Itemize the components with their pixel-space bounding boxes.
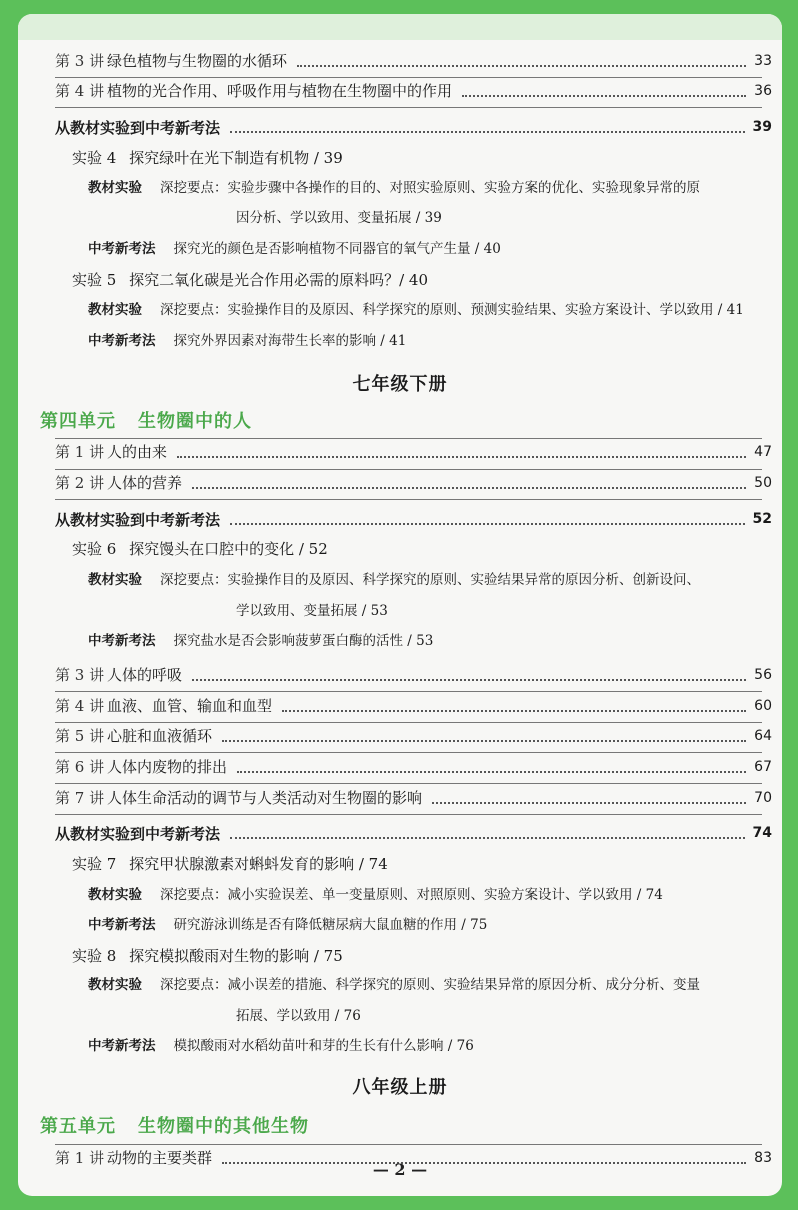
leader-dots <box>230 129 745 133</box>
grade-heading: 八年级上册 <box>352 1077 448 1098</box>
textbook-experiment-continuation <box>88 1002 768 1030</box>
divider <box>55 752 762 753</box>
lecture-title: 人体内废物的排出 <box>107 758 228 776</box>
page-number: 83 <box>754 1150 772 1166</box>
textbook-experiment-continuation <box>88 204 768 232</box>
leader-dots <box>192 485 746 489</box>
page-number: 70 <box>754 790 772 806</box>
lecture-title: 绿色植物与生物圈的水循环 <box>107 52 288 70</box>
toc-experiment-entry[interactable] <box>72 853 782 875</box>
textbook-experiment-label: 教材实验 <box>88 572 142 588</box>
divider <box>55 1144 762 1145</box>
exam-method-label: 中考新考法 <box>88 241 156 257</box>
leader-dots <box>237 769 746 773</box>
divider <box>55 691 762 692</box>
unit-title: 生物圈中的人 <box>138 411 252 432</box>
lecture-number: 第 7 讲 <box>55 789 105 807</box>
leader-dots <box>432 800 746 804</box>
exam-method-label: 中考新考法 <box>88 1038 156 1054</box>
textbook-experiment-entry[interactable] <box>88 881 768 909</box>
toc-lecture-entry[interactable] <box>55 80 772 102</box>
toc-lecture-entry[interactable] <box>55 787 772 809</box>
divider <box>55 469 762 470</box>
lecture-number: 第 6 讲 <box>55 758 105 776</box>
textbook-experiment-entry[interactable] <box>88 296 768 324</box>
entry-text: 研究游泳训练是否有降低糖尿病大鼠血糖的作用 / 75 <box>173 917 488 933</box>
textbook-experiment-entry[interactable] <box>88 174 768 202</box>
entry-text: 探究光的颜色是否影响植物不同器官的氧气产生量 / 40 <box>173 241 501 257</box>
section-title: 从教材实验到中考新考法 <box>55 118 221 137</box>
page-number: 56 <box>754 667 772 683</box>
exam-method-entry[interactable] <box>88 1032 768 1060</box>
entry-text: 深挖要点：实验操作目的及原因、科学探究的原则、实验结果异常的原因分析、创新设问、 <box>160 572 700 588</box>
lecture-number: 第 4 讲 <box>55 697 105 715</box>
textbook-experiment-label: 教材实验 <box>88 302 142 318</box>
exam-method-entry[interactable] <box>88 235 768 263</box>
toc-experiment-entry[interactable] <box>72 269 782 291</box>
page-number: 67 <box>754 759 772 775</box>
leader-dots <box>297 63 746 67</box>
leader-dots <box>222 738 746 742</box>
exam-method-entry[interactable] <box>88 627 768 655</box>
toc-section-heading[interactable] <box>55 822 772 844</box>
lecture-title: 人体的呼吸 <box>107 666 183 684</box>
page-number: 74 <box>752 825 772 841</box>
page-number: 33 <box>754 53 772 69</box>
divider <box>55 107 762 108</box>
toc-lecture-entry[interactable] <box>55 441 772 463</box>
page-number: 60 <box>754 698 772 714</box>
toc-lecture-entry[interactable] <box>55 50 772 72</box>
toc-lecture-entry[interactable] <box>55 725 772 747</box>
toc-page <box>18 14 782 1196</box>
entry-text: 学以致用、变量拓展 / 53 <box>236 603 388 619</box>
entry-text: 深挖要点：实验操作目的及原因、科学探究的原则、预测实验结果、实验方案设计、学以致用 / 41 <box>160 302 744 318</box>
unit-heading[interactable] <box>40 1112 782 1138</box>
textbook-experiment-entry[interactable] <box>88 566 768 594</box>
lecture-number: 第 3 讲 <box>55 666 105 684</box>
leader-dots <box>192 677 746 681</box>
lecture-number: 第 3 讲 <box>55 52 105 70</box>
lecture-title: 动物的主要类群 <box>107 1149 213 1167</box>
lecture-number: 第 1 讲 <box>55 443 105 461</box>
textbook-experiment-label: 教材实验 <box>88 977 142 993</box>
entry-text: 拓展、学以致用 / 76 <box>236 1008 361 1024</box>
unit-title: 生物圈中的其他生物 <box>138 1116 309 1137</box>
divider <box>55 722 762 723</box>
toc-experiment-entry[interactable] <box>72 538 782 560</box>
entry-text: 因分析、学以致用、变量拓展 / 39 <box>236 210 442 226</box>
entry-text: 探究盐水是否会影响菠萝蛋白酶的活性 / 53 <box>173 633 434 649</box>
lecture-number: 第 5 讲 <box>55 727 105 745</box>
entry-text: 模拟酸雨对水稻幼苗叶和芽的生长有什么影响 / 76 <box>173 1038 474 1054</box>
experiment-number: 实验 8 <box>72 947 117 965</box>
textbook-experiment-label: 教材实验 <box>88 180 142 196</box>
leader-dots <box>177 454 746 458</box>
toc-lecture-entry[interactable] <box>55 695 772 717</box>
lecture-number: 第 1 讲 <box>55 1149 105 1167</box>
experiment-title: 探究馒头在口腔中的变化 / 52 <box>129 540 328 558</box>
experiment-title: 探究模拟酸雨对生物的影响 / 75 <box>129 947 343 965</box>
toc-lecture-entry[interactable] <box>55 756 772 778</box>
leader-dots <box>282 708 746 712</box>
exam-method-entry[interactable] <box>88 911 768 939</box>
leader-dots <box>230 835 745 839</box>
divider <box>55 814 762 815</box>
lecture-number: 第 4 讲 <box>55 82 105 100</box>
entry-text: 探究外界因素对海带生长率的影响 / 41 <box>173 333 407 349</box>
exam-method-label: 中考新考法 <box>88 633 156 649</box>
page-footer-number: — 2 — <box>372 1160 428 1179</box>
page-number: 50 <box>754 475 772 491</box>
textbook-experiment-entry[interactable] <box>88 971 768 999</box>
lecture-title: 心脏和血液循环 <box>107 727 213 745</box>
experiment-title: 探究绿叶在光下制造有机物 / 39 <box>129 149 343 167</box>
grade-heading: 七年级下册 <box>352 374 448 395</box>
divider <box>55 77 762 78</box>
exam-method-entry[interactable] <box>88 327 768 355</box>
leader-dots <box>230 521 745 525</box>
unit-number: 第四单元 <box>40 411 116 432</box>
experiment-number: 实验 4 <box>72 149 117 167</box>
page-number: 52 <box>752 511 772 527</box>
toc-experiment-entry[interactable] <box>72 945 782 967</box>
divider <box>55 783 762 784</box>
experiment-number: 实验 6 <box>72 540 117 558</box>
entry-text: 深挖要点：减小误差的措施、科学探究的原则、实验结果异常的原因分析、成分分析、变量 <box>160 977 700 993</box>
lecture-number: 第 2 讲 <box>55 474 105 492</box>
lecture-title: 血液、血管、输血和血型 <box>107 697 273 715</box>
experiment-title: 探究二氧化碳是光合作用必需的原料吗？/ 40 <box>129 271 429 289</box>
page-number: 36 <box>754 83 772 99</box>
experiment-number: 实验 5 <box>72 271 117 289</box>
textbook-experiment-label: 教材实验 <box>88 887 142 903</box>
page-number: 39 <box>752 119 772 135</box>
exam-method-label: 中考新考法 <box>88 917 156 933</box>
experiment-title: 探究甲状腺激素对蝌蚪发育的影响 / 74 <box>129 855 388 873</box>
table-of-contents <box>18 14 782 1196</box>
unit-heading[interactable] <box>40 407 782 433</box>
toc-experiment-entry[interactable] <box>72 147 782 169</box>
unit-number: 第五单元 <box>40 1116 116 1137</box>
page-number: 64 <box>754 728 772 744</box>
section-title: 从教材实验到中考新考法 <box>55 824 221 843</box>
divider <box>55 499 762 500</box>
entry-text: 深挖要点：减小实验误差、单一变量原则、对照原则、实验方案设计、学以致用 / 74 <box>160 887 663 903</box>
toc-lecture-entry[interactable] <box>55 472 772 494</box>
toc-lecture-entry[interactable] <box>55 664 772 686</box>
section-title: 从教材实验到中考新考法 <box>55 510 221 529</box>
page-number: 47 <box>754 444 772 460</box>
textbook-experiment-continuation <box>88 597 768 625</box>
toc-section-heading[interactable] <box>55 508 772 530</box>
lecture-title: 植物的光合作用、呼吸作用与植物在生物圈中的作用 <box>107 82 453 100</box>
lecture-title: 人体生命活动的调节与人类活动对生物圈的影响 <box>107 789 423 807</box>
leader-dots <box>462 93 746 97</box>
lecture-title: 人体的营养 <box>107 474 183 492</box>
entry-text: 深挖要点：实验步骤中各操作的目的、对照实验原则、实验方案的优化、实验现象异常的原 <box>160 180 700 196</box>
lecture-title: 人的由来 <box>107 443 168 461</box>
exam-method-label: 中考新考法 <box>88 333 156 349</box>
experiment-number: 实验 7 <box>72 855 117 873</box>
toc-section-heading[interactable] <box>55 116 772 138</box>
divider <box>55 438 762 439</box>
